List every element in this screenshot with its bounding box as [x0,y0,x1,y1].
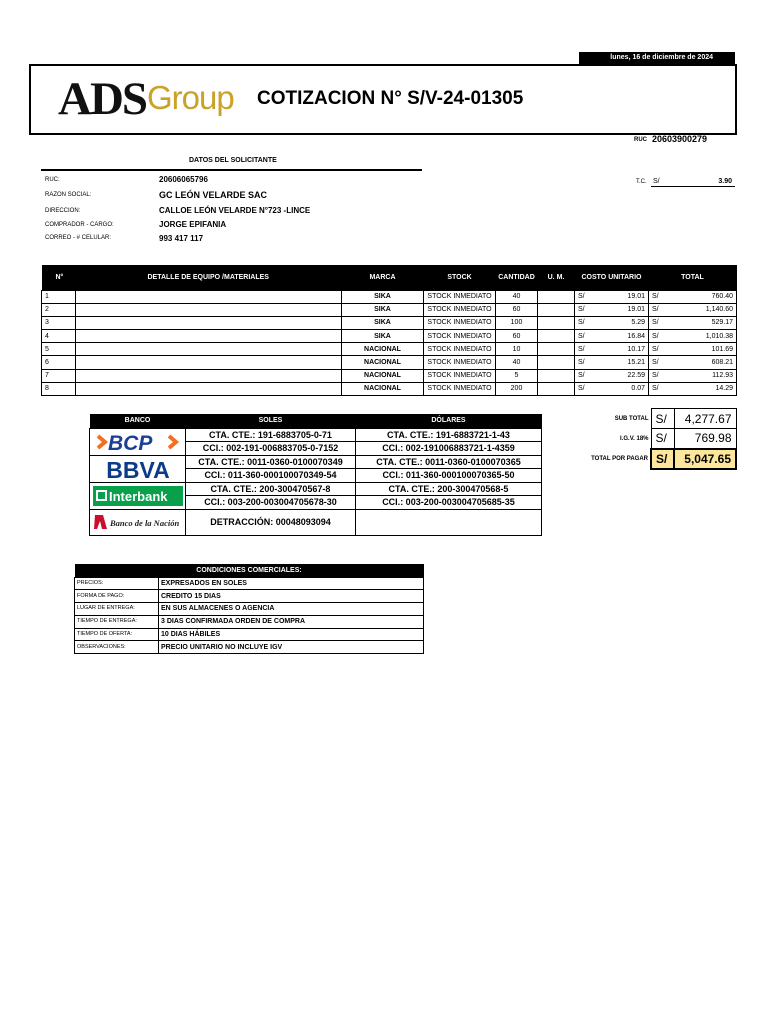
banco-nacion-logo-text: Banco de la Nación [109,518,179,528]
item-row [42,382,737,395]
item-unit-cost-currency: S/ [578,385,585,393]
item-unit-cost-currency: S/ [578,372,585,380]
item-unit [538,369,575,382]
item-number: 1 [42,290,76,303]
dolares-col-header: DÓLARES [356,414,542,428]
item-unit-cost [575,290,649,303]
item-unit [538,382,575,395]
condition-row [75,615,424,628]
item-row [42,290,737,303]
item-unit-cost [575,356,649,369]
banco-nacion-logo [90,510,185,535]
item-quantity: 100 [496,316,538,329]
nacion-logo-cell [90,509,186,535]
item-total-value: 1,140.60 [705,306,733,314]
item-total-currency: S/ [652,372,659,380]
interbank-logo-text: Interbank [108,488,168,504]
item-number: 8 [42,382,76,395]
item-total-currency: S/ [652,359,659,367]
col-header-number: N° [42,265,76,290]
col-header-unit-cost: COSTO UNITARIO [575,265,649,290]
grand-total-value: 5,047.65 [674,449,736,469]
item-quantity: 10 [496,343,538,356]
logo-primary-text: ADS [58,73,147,125]
item-total [649,290,737,303]
col-header-detail: DETALLE DE EQUIPO /MATERIALES [76,265,342,290]
interbank-dolares-cci: CCI.: 003-200-003004705685-35 [356,496,542,510]
col-header-total: TOTAL [649,265,737,290]
condition-label: FORMA DE PAGO: [75,590,159,603]
item-brand: NACIONAL [342,382,424,395]
item-unit-cost-currency: S/ [578,306,585,314]
condition-row [75,603,424,616]
condition-value: 10 DIAS HÁBILES [159,628,424,641]
bbva-dolares-cci: CCI.: 011-360-000100070365-50 [356,469,542,483]
item-number: 6 [42,356,76,369]
item-total-currency: S/ [652,293,659,301]
item-quantity: 200 [496,382,538,395]
bcp-dolares-cci: CCI.: 002-191006883721-1-4359 [356,442,542,456]
subtotal-value: 4,277.67 [674,409,736,429]
bbva-logo-cell [90,455,186,482]
item-detail [76,330,342,343]
item-brand: SIKA [342,316,424,329]
item-row [42,303,737,316]
bbva-soles-cci: CCI.: 011-360-000100070349-54 [186,469,356,483]
item-total-value: 101.69 [711,345,733,353]
condition-label: PRECIOS: [75,577,159,590]
condition-value: CREDITO 15 DIAS [159,590,424,603]
item-detail [76,369,342,382]
grand-total-currency: S/ [651,449,674,469]
item-detail [76,303,342,316]
item-brand: NACIONAL [342,343,424,356]
exchange-rate-label: T.C. [636,179,647,185]
item-unit-cost-value: 5.29 [631,319,645,327]
condition-value: EXPRESADOS EN SOLES [159,577,424,590]
bcp-logo-text: BCP [107,431,152,455]
item-unit-cost-currency: S/ [578,293,585,301]
nacion-dolares-empty [356,509,542,535]
bcp-logo [90,429,185,455]
bank-header-row [90,414,542,428]
item-quantity: 60 [496,303,538,316]
item-stock: STOCK INMEDIATO [424,290,496,303]
item-unit-cost [575,343,649,356]
condition-value: PRECIO UNITARIO NO INCLUYE IGV [159,641,424,654]
item-unit-cost-value: 15.21 [627,359,645,367]
company-ruc-value: 20603900279 [652,134,708,144]
solicitant-address-value: CALLOE LEÓN VELARDE N°723 -LINCE [159,206,311,215]
solicitant-contact-label: CORREO - # CELULAR: [45,235,112,241]
bbva-dolares-account: CTA. CTE.: 0011-0360-0100070365 [356,455,542,469]
grand-total-label: TOTAL POR PAGAR [591,455,648,462]
item-detail [76,290,342,303]
item-total [649,369,737,382]
item-total-currency: S/ [652,385,659,393]
exchange-rate-currency: S/ [653,178,660,185]
item-unit-cost-value: 16.84 [627,332,645,340]
bcp-soles-cci: CCI.: 002-191-006883705-0-7152 [186,442,356,456]
solicitant-name-label: RAZON SOCIAL: [45,192,92,198]
item-unit-cost-value: 22.59 [627,372,645,380]
item-total-currency: S/ [652,319,659,327]
bank-row-interbank [90,482,542,496]
item-brand: SIKA [342,330,424,343]
item-stock: STOCK INMEDIATO [424,356,496,369]
item-quantity: 40 [496,356,538,369]
solicitant-address-label: DIRECCION: [45,208,81,214]
item-unit-cost [575,369,649,382]
col-header-stock: STOCK [424,265,496,290]
bank-row-bbva [90,455,542,469]
item-unit-cost [575,330,649,343]
company-ruc-label: RUC [634,137,647,143]
interbank-logo [90,483,185,509]
bbva-soles-account: CTA. CTE.: 0011-0360-0100070349 [186,455,356,469]
item-unit-cost [575,303,649,316]
interbank-soles-cci: CCI.: 003-200-003004705678-30 [186,496,356,510]
igv-label: I.G.V. 18% [620,435,649,442]
item-stock: STOCK INMEDIATO [424,369,496,382]
condition-value: 3 DIAS CONFIRMADA ORDEN DE COMPRA [159,615,424,628]
item-quantity: 40 [496,290,538,303]
bcp-dolares-account: CTA. CTE.: 191-6883721-1-43 [356,428,542,442]
bbva-logo [90,456,185,482]
subtotal-currency: S/ [651,409,674,429]
bbva-logo-text: BBVA [105,456,170,482]
item-stock: STOCK INMEDIATO [424,382,496,395]
item-row [42,343,737,356]
logo-secondary-text: Group [147,79,234,116]
condition-label: OBSERVACIONES: [75,641,159,654]
item-total [649,303,737,316]
item-unit [538,343,575,356]
solicitant-name-value: GC LEÓN VELARDE SAC [159,190,268,200]
interbank-soles-account: CTA. CTE.: 200-300470567-8 [186,482,356,496]
item-total [649,343,737,356]
item-brand: NACIONAL [342,369,424,382]
item-total-currency: S/ [652,332,659,340]
solicitant-ruc-value: 20606065796 [159,175,208,184]
item-total-value: 608.21 [711,359,733,367]
totals-table [580,408,737,470]
item-stock: STOCK INMEDIATO [424,343,496,356]
item-unit [538,290,575,303]
item-number: 4 [42,330,76,343]
item-brand: SIKA [342,303,424,316]
item-total [649,356,737,369]
condition-row [75,641,424,654]
item-number: 2 [42,303,76,316]
item-unit [538,316,575,329]
col-header-brand: MARCA [342,265,424,290]
item-stock: STOCK INMEDIATO [424,303,496,316]
item-row [42,369,737,382]
item-row [42,330,737,343]
interbank-logo-cell [90,482,186,509]
item-total-value: 112.93 [712,372,733,380]
items-header-row [42,265,737,290]
conditions-title: CONDICIONES COMERCIALES: [75,564,424,577]
item-unit-cost-value: 10.17 [627,345,645,353]
item-unit-cost [575,316,649,329]
condition-label: TIEMPO DE OFERTA: [75,628,159,641]
item-brand: NACIONAL [342,356,424,369]
exchange-rate-underline [651,186,735,187]
item-number: 3 [42,316,76,329]
item-total [649,382,737,395]
company-logo [58,74,238,124]
grand-total-row [580,449,736,469]
condition-row [75,577,424,590]
page-title: COTIZACION N° S/V-24-01305 [257,88,524,109]
col-header-unit: U. M. [538,265,575,290]
detraccion-account: DETRACCIÓN: 00048093094 [186,509,356,535]
item-detail [76,356,342,369]
commercial-conditions-table [74,564,424,654]
item-unit-cost-currency: S/ [578,332,585,340]
solicitant-contact-value: 993 417 117 [159,234,204,243]
condition-label: TIEMPO DE ENTREGA: [75,615,159,628]
item-number: 5 [42,343,76,356]
item-row [42,316,737,329]
item-total-value: 14.29 [715,385,733,393]
item-unit-cost [575,382,649,395]
item-unit [538,330,575,343]
item-detail [76,343,342,356]
bank-accounts-table [89,414,542,536]
item-unit-cost-value: 0.07 [631,385,645,393]
item-total-currency: S/ [652,345,659,353]
item-brand: SIKA [342,290,424,303]
item-total-value: 760.40 [711,293,733,301]
conditions-header-row [75,564,424,577]
igv-value: 769.98 [674,429,736,449]
item-row [42,356,737,369]
soles-col-header: SOLES [186,414,356,428]
item-quantity: 5 [496,369,538,382]
item-unit-cost-currency: S/ [578,345,585,353]
col-header-quantity: CANTIDAD [496,265,538,290]
item-unit-cost-value: 19.01 [627,306,645,314]
item-number: 7 [42,369,76,382]
bank-row-nacion [90,509,542,535]
solicitant-buyer-label: COMPRADOR - CARGO: [45,222,114,228]
condition-value: EN SUS ALMACENES O AGENCIA [159,603,424,616]
bank-row-bcp [90,428,542,442]
date-banner: lunes, 16 de diciembre de 2024 [579,52,735,64]
condition-row [75,628,424,641]
item-total [649,330,737,343]
item-unit-cost-currency: S/ [578,319,585,327]
item-unit-cost-currency: S/ [578,359,585,367]
condition-row [75,590,424,603]
items-table [41,265,737,396]
subtotal-row [580,409,736,429]
solicitant-section-title: DATOS DEL SOLICITANTE [189,157,277,164]
subtotal-label: SUB TOTAL [614,415,649,422]
igv-currency: S/ [651,429,674,449]
bank-col-header: BANCO [90,414,186,428]
condition-label: LUGAR DE ENTREGA: [75,603,159,616]
item-stock: STOCK INMEDIATO [424,330,496,343]
exchange-rate-value: 3.90 [718,178,732,185]
item-total [649,316,737,329]
item-total-currency: S/ [652,306,659,314]
item-unit-cost-value: 19.01 [627,293,645,301]
item-quantity: 60 [496,330,538,343]
item-unit [538,303,575,316]
solicitant-buyer-value: JORGE EPIFANIA [159,220,227,229]
item-detail [76,316,342,329]
item-total-value: 1,010.38 [705,332,733,340]
bcp-logo-cell [90,428,186,455]
item-total-value: 529.17 [711,319,733,327]
igv-row [580,429,736,449]
item-detail [76,382,342,395]
solicitant-divider [41,169,422,171]
interbank-dolares-account: CTA. CTE.: 200-300470568-5 [356,482,542,496]
item-stock: STOCK INMEDIATO [424,316,496,329]
bcp-soles-account: CTA. CTE.: 191-6883705-0-71 [186,428,356,442]
item-unit [538,356,575,369]
solicitant-ruc-label: RUC: [45,177,60,183]
